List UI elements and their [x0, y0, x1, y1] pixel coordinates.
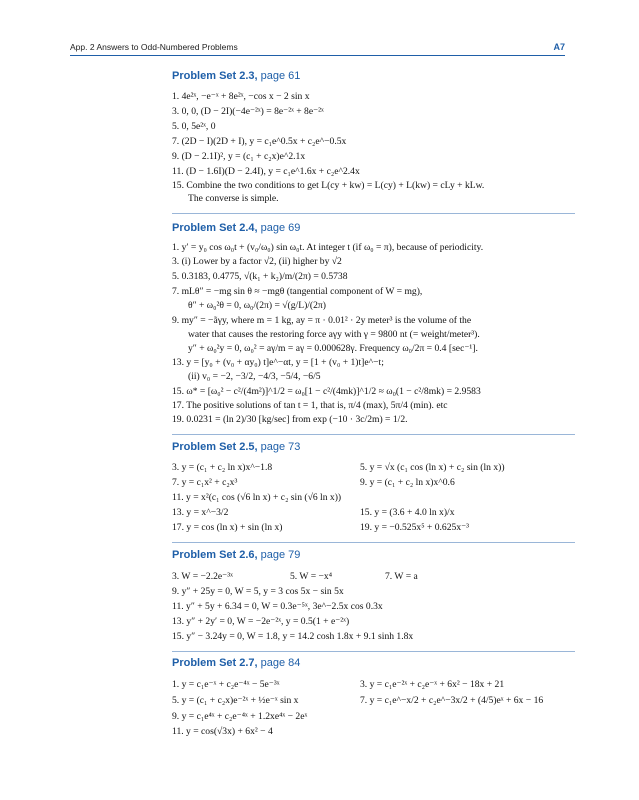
answer-line: 19. y = −0.525x⁵ + 0.625x⁻³ — [360, 522, 470, 533]
section-divider — [172, 651, 575, 652]
section-divider — [172, 434, 575, 435]
answer-line: 9. y″ + 25y = 0, W = 5, y = 3 cos 5x − sin 5x — [172, 586, 344, 597]
answer-line: 3. (i) Lower by a factor √2, (ii) higher by √2 — [172, 256, 342, 267]
answer-line: 15. Combine the two conditions to get L(cy + kw) = L(cy) + L(kw) = cLy + kLw. — [172, 180, 485, 191]
answer-line: 9. my″ = −ãγy, where m = 1 kg, ay = π · 0.01² · 2y meter³ is the volume of the — [172, 315, 472, 326]
section-title-2-3: Problem Set 2.3, page 61 — [172, 70, 301, 82]
answer-line: 9. y = c₁e⁴ˣ + c₂e⁻⁴ˣ + 1.2xe⁴ˣ − 2eˣ — [172, 711, 308, 722]
answer-line: 7. W = a — [385, 571, 418, 582]
answer-line: θ″ + ω₀²θ = 0, ω₀/(2π) = √(g/L)/(2π) — [188, 300, 326, 311]
answer-line: 1. y′ = y₀ cos ω₀t + (v₀/ω₀) sin ω₀t. At integer t (if ω₀ = π), because of periodicity. — [172, 242, 484, 253]
page-number: A7 — [553, 42, 565, 52]
answer-line: 11. y = cos(√3x) + 6x² − 4 — [172, 726, 273, 737]
answer-line: 3. 0, 0, (D − 2I)(−4e⁻²ˣ) = 8e⁻²ˣ + 8e⁻²ˣ — [172, 106, 324, 117]
answer-line: 7. y = c₁e^−x/2 + c₂e^−3x/2 + (4/5)eˣ + 6x − 16 — [360, 695, 544, 706]
answer-line: 5. y = (c₁ + c₂x)e⁻²ˣ + ½e⁻ˣ sin x — [172, 695, 299, 706]
answer-line: 9. (D − 2.1I)², y = (c₁ + c₂x)e^2.1x — [172, 151, 306, 162]
answer-line: 7. y = c₁x² + c₂x³ — [172, 477, 238, 488]
answer-line: 3. y = c₁e⁻²ˣ + c₂e⁻ˣ + 6x² − 18x + 21 — [360, 679, 505, 690]
answer-line: 13. y″ + 2y′ = 0, W = −2e⁻²ˣ, y = 0.5(1 + e⁻²ˣ) — [172, 616, 350, 627]
answer-line: 15. y = (3.6 + 4.0 ln x)/x — [360, 507, 455, 518]
section-title-2-6: Problem Set 2.6, page 79 — [172, 549, 301, 561]
answer-line: The converse is simple. — [188, 193, 279, 204]
answer-line: 11. y = x²(c₁ cos (√6 ln x) + c₂ sin (√6 ln x)) — [172, 492, 342, 503]
answer-line: 3. W = −2.2e⁻³ˣ — [172, 571, 233, 582]
answer-line: 5. 0, 5e²ˣ, 0 — [172, 121, 216, 132]
header-title: App. 2 Answers to Odd-Numbered Problems — [70, 42, 238, 52]
answer-line: 13. y = x^−3/2 — [172, 507, 229, 518]
answer-line: 5. y = √x (c₁ cos (ln x) + c₂ sin (ln x)) — [360, 462, 505, 473]
section-title-2-7: Problem Set 2.7, page 84 — [172, 657, 301, 669]
answer-line: 19. 0.0231 = (ln 2)/30 [kg/sec] from exp (−10 · 3c/2m) = 1/2. — [172, 414, 408, 425]
answer-line: 17. y = cos (ln x) + sin (ln x) — [172, 522, 283, 533]
answer-line: 17. The positive solutions of tan t = 1, that is, π/4 (max), 5π/4 (min). etc — [172, 400, 448, 411]
answer-line: 3. y = (c₁ + c₂ ln x)x^−1.8 — [172, 462, 273, 473]
answer-line: 7. mLθ″ = −mg sin θ ≈ −mgθ (tangential component of W = mg), — [172, 286, 423, 297]
answer-line: 15. y″ − 3.24y = 0, W = 1.8, y = 14.2 cosh 1.8x + 9.1 sinh 1.8x — [172, 631, 414, 642]
section-title-2-4: Problem Set 2.4, page 69 — [172, 222, 301, 234]
section-divider — [172, 213, 575, 214]
answer-line: 1. y = c₁e⁻ˣ + c₂e⁻⁴ˣ − 5e⁻³ˣ — [172, 679, 280, 690]
section-title-2-5: Problem Set 2.5, page 73 — [172, 441, 301, 453]
answer-line: 15. ω* = [ω₀² − c²/(4m²)]^1/2 = ω₀[1 − c²/(4mk)]^1/2 ≈ ω₀(1 − c²/8mk) = 2.9583 — [172, 386, 481, 397]
answer-line: 9. y = (c₁ + c₂ ln x)x^0.6 — [360, 477, 455, 488]
answer-line: 1. 4e²ˣ, −e⁻ˣ + 8e²ˣ, −cos x − 2 sin x — [172, 91, 310, 102]
answer-line: (ii) v₀ = −2, −3/2, −4/3, −5/4, −6/5 — [188, 371, 321, 382]
answer-line: water that causes the restoring force aγy with γ = 9800 nt (= weight/meter³). — [188, 329, 480, 340]
answer-line: 7. (2D − I)(2D + I), y = c₁e^0.5x + c₂e^−0.5x — [172, 136, 347, 147]
running-header — [70, 40, 565, 54]
answer-line: 11. (D − 1.6I)(D − 2.4I), y = c₁e^1.6x + c₂e^2.4x — [172, 166, 360, 177]
header-rule — [70, 55, 565, 56]
answer-line: y″ + ω₀²y = 0, ω₀² = aγ/m = aγ = 0.000628γ. Frequency ω₀/2π = 0.4 [sec⁻¹]. — [188, 343, 478, 354]
answer-line: 5. W = −x⁴ — [290, 571, 333, 582]
answer-line: 5. 0.3183, 0.4775, √(k₁ + k₂)/m/(2π) = 0.5738 — [172, 271, 348, 282]
section-divider — [172, 542, 575, 543]
answer-line: 11. y″ + 5y + 6.34 = 0, W = 0.3e⁻⁵ˣ, 3e^−2.5x cos 0.3x — [172, 601, 383, 612]
answer-line: 13. y = [y₀ + (v₀ + αy₀) t]e^−αt, y = [1 + (v₀ + 1)t]e^−t; — [172, 357, 384, 368]
